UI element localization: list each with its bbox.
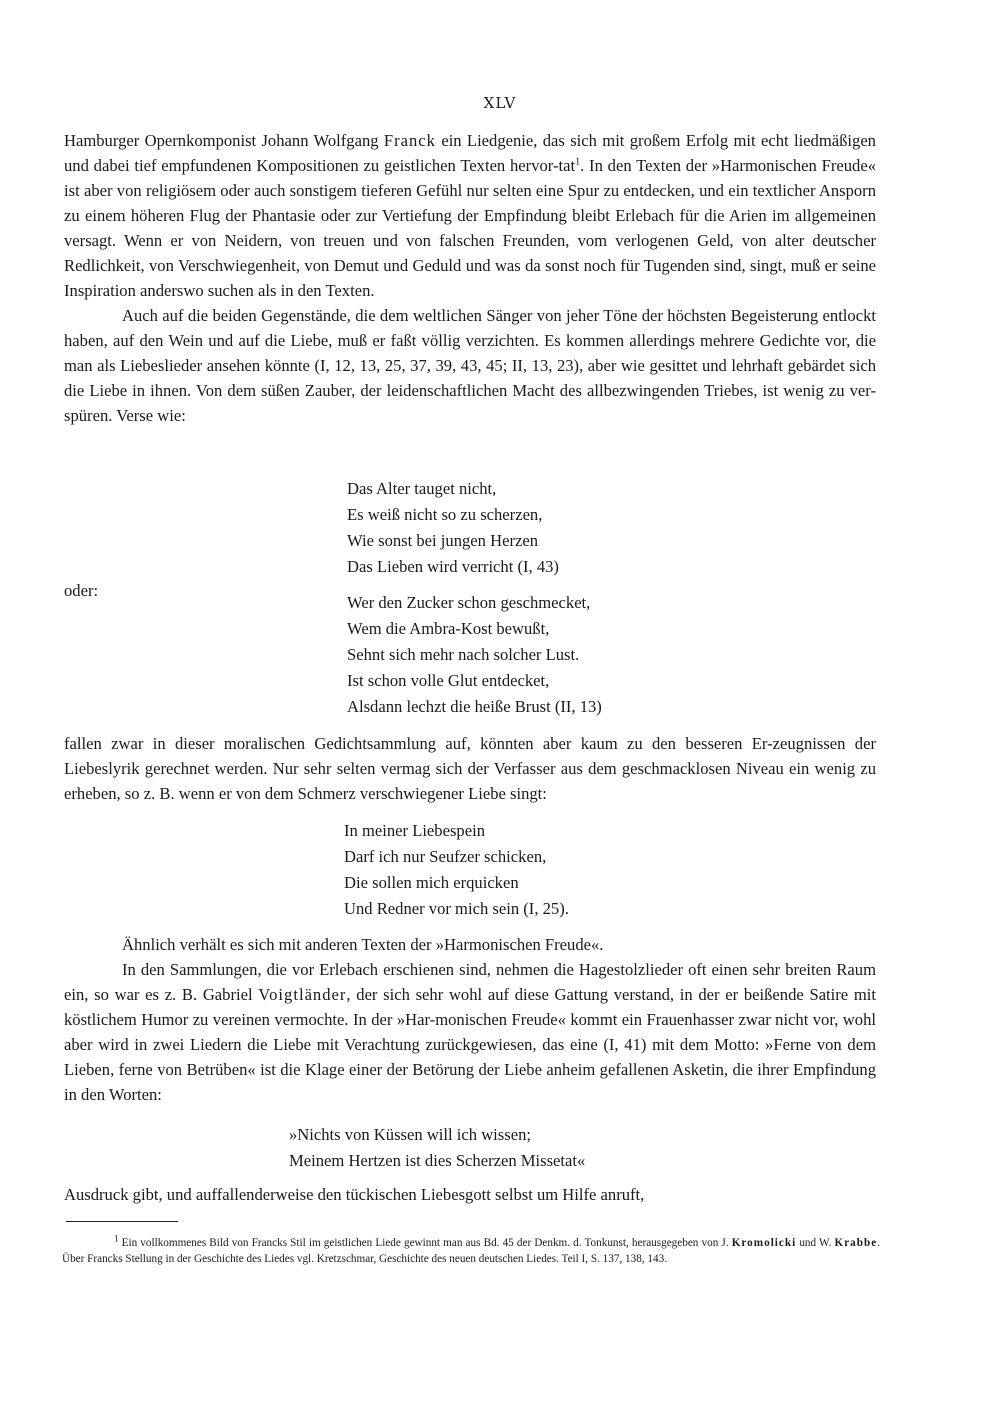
text-run: . In den Texten der »Harmonischen Freude« ist aber von religiösem oder auch sonstigem tieferen Gefühl nur selten eine Spur zu entdecken, und ein textlicher Ansporn zu einem höheren Flug der Phantasie oder zur Vertiefung der Empfindung bleibt Erlebach für die Arien im allgemeinen versagt. Wenn er von Neidern, von treuen und von falschen Freunden, vom verlogenen Geld, von alter deutscher Redlichkeit, von Verschwiegenheit, von Demut und Geduld und was da sonst noch für Tugenden sind, singt, muß er seine Inspiration anderswo suchen als in den Texten. <box>64 156 876 300</box>
page-number: XLV <box>483 94 517 112</box>
paragraph <box>64 957 876 1107</box>
verse-line: Wem die Ambra-Kost bewußt, <box>347 619 550 638</box>
spaced-name: Franck <box>383 131 436 150</box>
verse-line: Meinem Hertzen ist dies Scherzen Missetat« <box>289 1151 586 1170</box>
body-text-block-1 <box>64 128 876 428</box>
verse-line: »Nichts von Küssen will ich wissen; <box>289 1125 531 1144</box>
paragraph <box>64 128 876 303</box>
text-run: , der sich sehr wohl auf diese Gattung verstand, in der er beißende Satire mit köstlichem Humor zu vereinen vermochte. In der »Har-monischen Freude« kommt ein Frauenhasser zwar nicht vor, wohl aber wird in zwei Liedern die Liebe mit Verachtung zurückgewiesen, das eine (I, 41) mit dem Motto: »Ferne von dem Lieben, ferne von Betrüben« ist die Klage einer der Betörung der Liebe anheim gefallenen Asketin, die ihrer Empfindung in den Worten: <box>64 985 876 1104</box>
paragraph: Ausdruck gibt, und auffallenderweise den tückischen Liebesgott selbst um Hilfe anruft, <box>64 1185 645 1204</box>
body-text-block-2 <box>64 731 876 806</box>
paragraph: Auch auf die beiden Gegenstände, die dem weltlichen Sänger von jeher Töne der höchsten Begeisterung entlockt haben, auf den Wein und auf die Liebe, muß er faßt völlig verzichten. Es kommen allerdings mehrere Gedichte vor, die man als Liebeslieder ansehen könnte (I, 12, 13, 25, 37, 39, 43, 45; II, 13, 23), aber wie gesittet und lehrhaft gebärdet sich die Liebe in ihnen. Von dem süßen Zauber, der leidenschaftlichen Macht des allbezwingenden Triebes, ist wenig zu ver-spüren. Verse wie: <box>64 306 876 425</box>
oder-label: oder: <box>64 581 99 600</box>
body-text-block-3 <box>64 932 876 1107</box>
verse-line: Wie sonst bei jungen Herzen <box>347 531 539 550</box>
verse-quote-1 <box>347 476 559 580</box>
body-text-block-4 <box>64 1182 876 1207</box>
footnote <box>62 1235 880 1267</box>
text-run: Hamburger Opernkomponist Johann Wolfgang <box>64 131 384 150</box>
verse-line: Die sollen mich erquicken <box>344 873 519 892</box>
verse-line: Ist schon volle Glut entdecket, <box>347 671 550 690</box>
verse-line: Es weiß nicht so zu scherzen, <box>347 505 543 524</box>
spaced-name: Kromolicki <box>731 1237 797 1249</box>
spaced-name: Voigtländer <box>258 985 347 1004</box>
verse-line: Darf ich nur Seufzer schicken, <box>344 847 547 866</box>
text-run: ein Liedgenie, das sich mit großem Erfolg mit echt liedmäßigen und dabei tief empfundenen Kompositionen zu geistlichen Texten hervor-tat <box>64 131 876 175</box>
verse-line: Wer den Zucker schon geschmecket, <box>347 593 591 612</box>
verse-line: In meiner Liebespein <box>344 821 485 840</box>
text-run: und W. <box>796 1237 835 1249</box>
footnote-divider <box>66 1221 178 1222</box>
text-run: In den Sammlungen, die vor Erlebach erschienen sind, nehmen die Hagestolzlieder oft einen sehr breiten Raum ein, so war es z. B. Gabriel <box>64 960 876 1004</box>
verse-line: Sehnt sich mehr nach solcher Lust. <box>347 645 580 664</box>
verse-line: Das Alter tauget nicht, <box>347 479 497 498</box>
verse-quote-2 <box>347 590 602 720</box>
verse-quote-4 <box>289 1122 585 1174</box>
paragraph: Ähnlich verhält es sich mit anderen Texten der »Harmonischen Freude«. <box>122 935 604 954</box>
verse-line: Alsdann lechzt die heiße Brust (II, 13) <box>347 697 602 716</box>
verse-quote-3 <box>344 818 569 922</box>
spaced-name: Krabbe <box>834 1237 878 1249</box>
verse-line: Das Lieben wird verricht (I, 43) <box>347 557 559 576</box>
paragraph: fallen zwar in dieser moralischen Gedichtsammlung auf, könnten aber kaum zu den besseren Er-zeugnissen der Liebeslyrik gerechnet werden. Nur sehr selten vermag sich der Verfasser aus dem geschmacklosen Niveau ein wenig zu erheben, so z. B. wenn er von dem Schmerz verschwiegener Liebe singt: <box>64 734 876 803</box>
footnote-marker: 1 <box>114 1233 119 1244</box>
footnote-reference: 1 <box>575 156 581 168</box>
verse-line: Und Redner vor mich sein (I, 25). <box>344 899 569 918</box>
text-run: . Über Francks Stellung in der Geschichte des Liedes vgl. Kretzschmar, Geschichte des neuen deutschen Liedes. Teil I, S. 137, 138, 143. <box>62 1237 880 1265</box>
text-run: Ein vollkommenes Bild von Francks Stil im geistlichen Liede gewinnt man aus Bd. 45 der Denkm. d. Tonkunst, herausgegeben von J. <box>118 1237 732 1249</box>
footnotes <box>62 1235 880 1267</box>
